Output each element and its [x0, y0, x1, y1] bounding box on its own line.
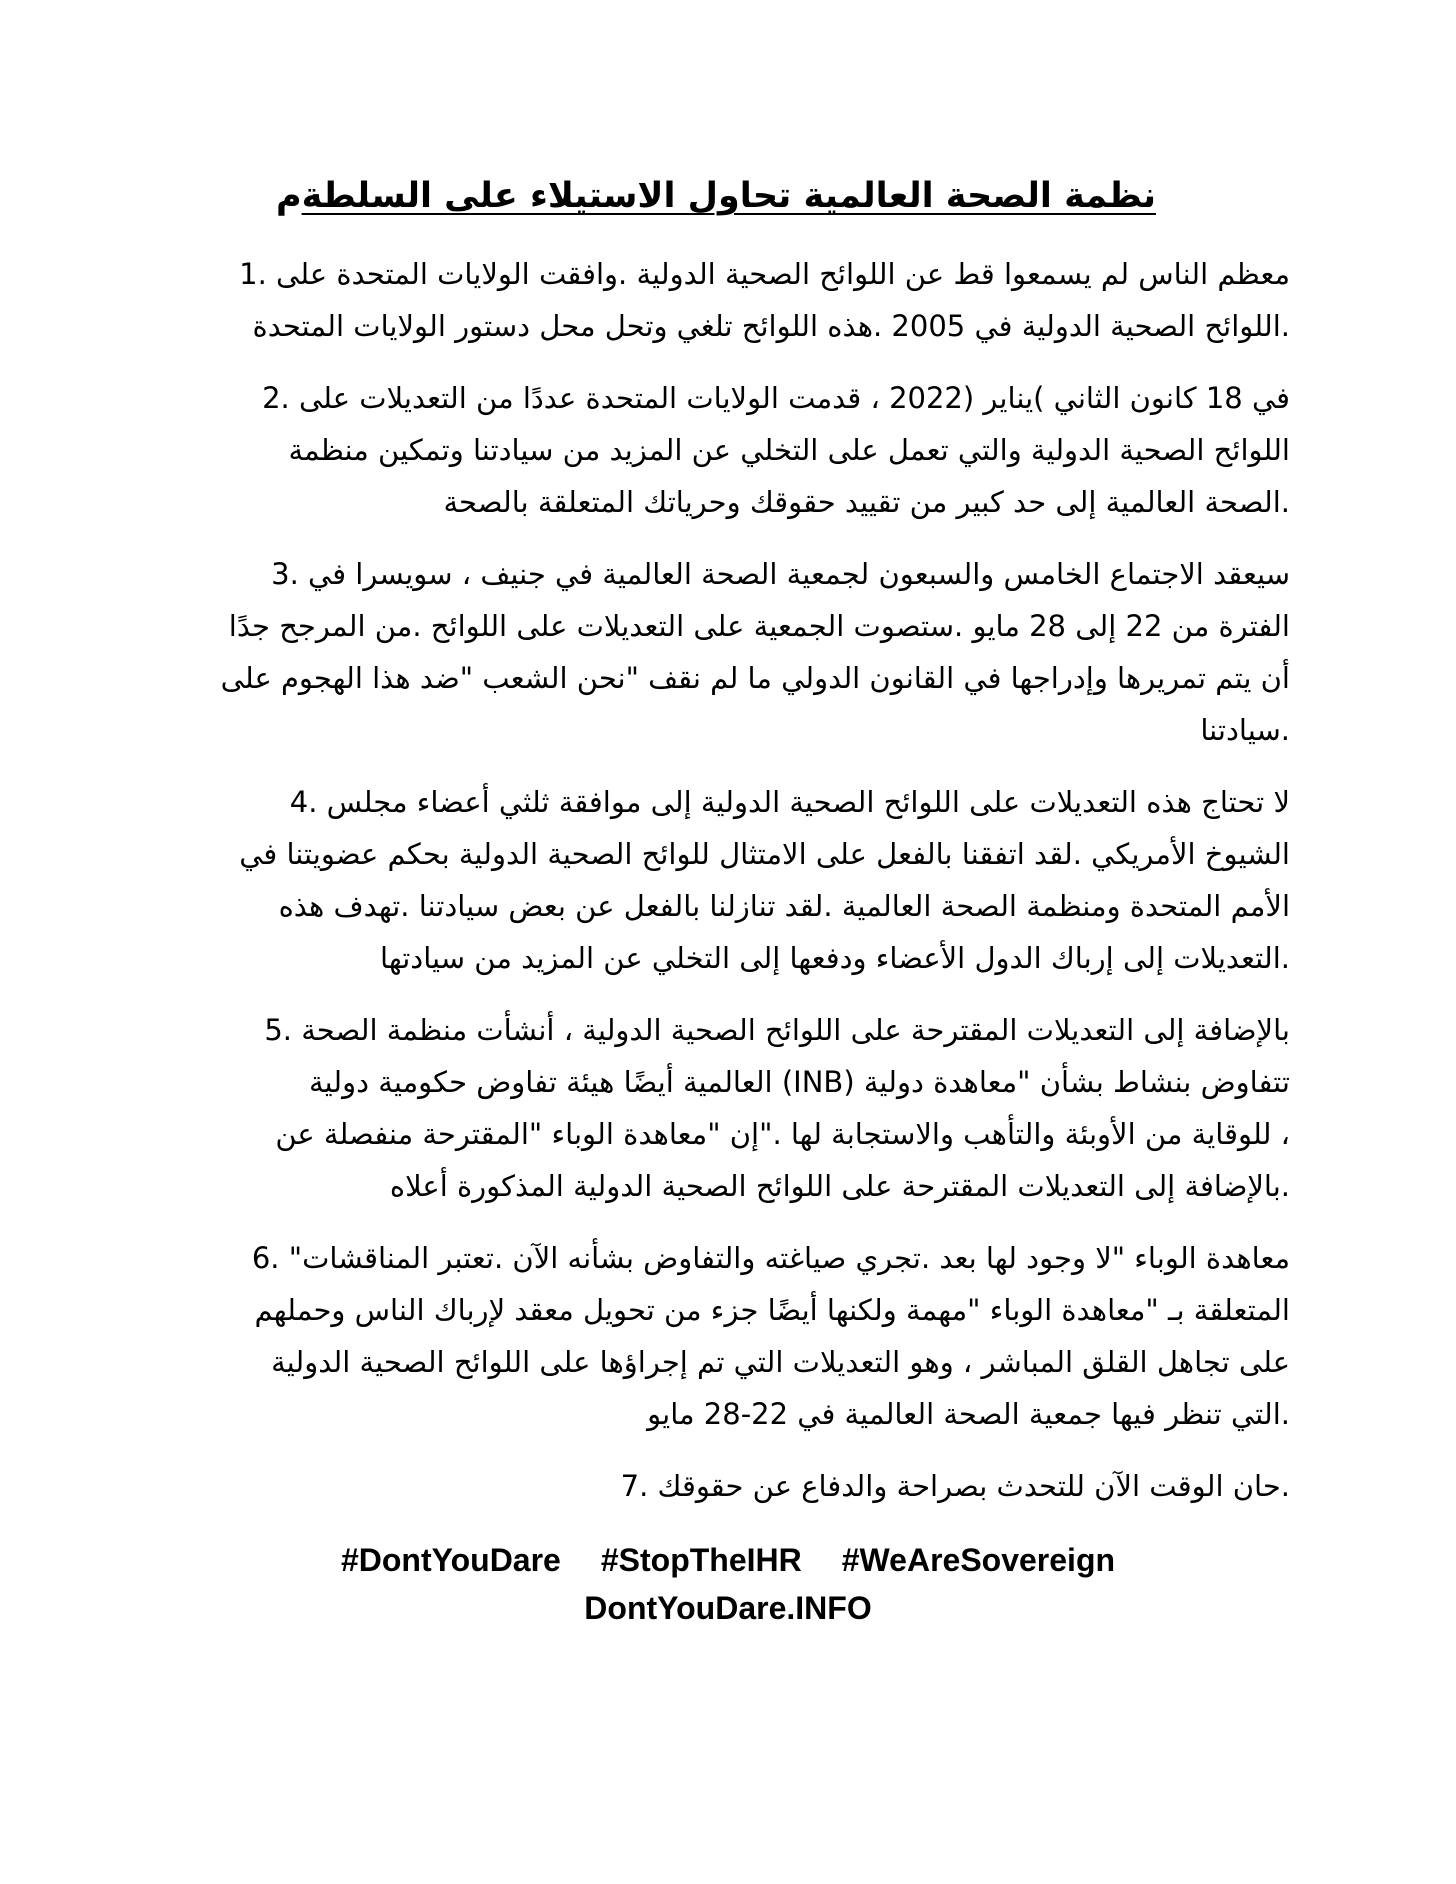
hashtag-row: [300, 1536, 1156, 1584]
list-item-5: [170, 1004, 1290, 1212]
list-item-line: .التي تنظر فيها جمعية الصحة العالمية في 22-28 مايو: [647, 1397, 1290, 1431]
list-item-line: .الصحة العالمية إلى حد كبير من تقييد حقوقك وحرياتك المتعلقة بالصحة: [443, 485, 1290, 519]
list-item-line: .سيادتنا: [1200, 713, 1290, 747]
list-item-line: .التعديلات إلى إرباك الدول الأعضاء ودفعها إلى التخلي عن المزيد من سيادتها: [380, 941, 1290, 975]
hashtag: #DontYouDare: [340, 1542, 561, 1578]
list-item-7: [170, 1460, 1290, 1512]
numbered-list: [170, 248, 1290, 1532]
list-item-4: [170, 776, 1290, 984]
list-item-line: .اللوائح الصحية الدولية في 2005 .هذه اللوائح تلغي وتحل محل دستور الولايات المتحدة: [252, 309, 1290, 343]
list-item-2: [170, 372, 1290, 528]
list-item-line: معاهدة الوباء "لا وجود لها بعد .تجري صياغته والتفاوض بشأنه الآن .تعتبر المناقشات" .6: [251, 1241, 1290, 1275]
list-item-line: الأمم المتحدة ومنظمة الصحة العالمية .لقد تنازلنا بالفعل عن بعض سيادتنا .تهدف هذه: [278, 889, 1290, 923]
list-item-line: على تجاهل القلق المباشر ، وهو التعديلات التي تم إجراؤها على اللوائح الصحية الدولية: [271, 1345, 1290, 1379]
list-item-line: الشيوخ الأمريكي .لقد اتفقنا بالفعل على الامتثال للوائح الصحية الدولية بحكم عضويتنا في: [239, 837, 1290, 871]
list-item-line: لا تحتاج هذه التعديلات على اللوائح الصحية الدولية إلى موافقة ثلثي أعضاء مجلس .4: [289, 785, 1290, 819]
footer: [300, 1536, 1156, 1632]
list-item-line: المتعلقة بـ "معاهدة الوباء "مهمة ولكنها أيضًا جزء من تحويل معقد لإرباك الناس وحملهم: [254, 1293, 1290, 1327]
website-url: DontYouDare.INFO: [584, 1590, 872, 1626]
list-item-line: بالإضافة إلى التعديلات المقترحة على اللوائح الصحية الدولية ، أنشأت منظمة الصحة .5: [264, 1013, 1290, 1047]
document-title: [275, 172, 1156, 220]
title-text: نظمة الصحة العالمية تحاول الاستيلاء على السلطة: [301, 176, 1156, 216]
list-item-line: تتفاوض بنشاط بشأن "معاهدة دولية (INB) العالمية أيضًا هيئة تفاوض حكومية دولية: [309, 1065, 1290, 1099]
list-item-1: [170, 248, 1290, 352]
list-item-line: ، للوقاية من الأوبئة والتأهب والاستجابة لها ."إن "معاهدة الوباء "المقترحة منفصلة عن: [275, 1117, 1290, 1151]
hashtag: #StopTheIHR: [600, 1542, 802, 1578]
title-prefix: م: [275, 176, 302, 216]
hashtag: #WeAreSovereign: [841, 1542, 1116, 1578]
list-item-line: أن يتم تمريرها وإدراجها في القانون الدولي ما لم نقف "نحن الشعب "ضد هذا الهجوم على: [220, 661, 1290, 695]
list-item-3: [170, 548, 1290, 756]
list-item-line: .حان الوقت الآن للتحدث بصراحة والدفاع عن حقوقك .7: [620, 1469, 1290, 1503]
list-item-line: سيعقد الاجتماع الخامس والسبعون لجمعية الصحة العالمية في جنيف ، سويسرا في .3: [271, 557, 1290, 591]
list-item-line: .بالإضافة إلى التعديلات المقترحة على اللوائح الصحية الدولية المذكورة أعلاه: [389, 1169, 1290, 1203]
list-item-line: معظم الناس لم يسمعوا قط عن اللوائح الصحية الدولية .وافقت الولايات المتحدة على .1: [239, 257, 1290, 291]
list-item-line: اللوائح الصحية الدولية والتي تعمل على التخلي عن المزيد من سيادتنا وتمكين منظمة: [288, 433, 1290, 467]
list-item-line: في 18 كانون الثاني )يناير (2022 ، قدمت الولايات المتحدة عددًا من التعديلات على .2: [262, 381, 1290, 415]
list-item-line: الفترة من 22 إلى 28 مايو .ستصوت الجمعية على التعديلات على اللوائح .من المرجح جدًا: [228, 609, 1290, 643]
list-item-6: [170, 1232, 1290, 1440]
